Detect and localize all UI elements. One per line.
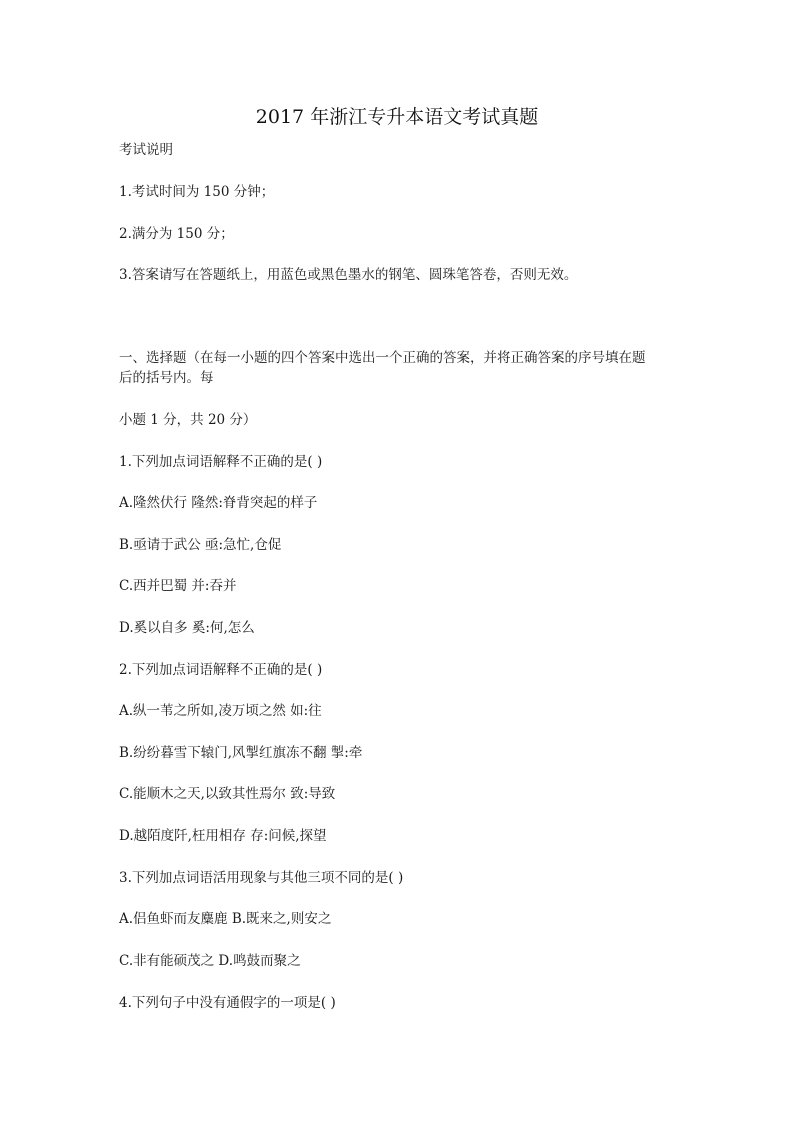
question-2-option-b: B.纷纷暮雪下辕门,风掣红旗冻不翻 掣:牵 bbox=[119, 745, 363, 761]
question-3-stem: 3.下列加点词语活用现象与其他三项不同的是( ) bbox=[119, 870, 404, 886]
question-1-stem: 1.下列加点词语解释不正确的是( ) bbox=[119, 454, 323, 470]
question-1-option-a: A.隆然伏行 隆然:脊背突起的样子 bbox=[119, 495, 318, 511]
instructions-heading: 考试说明 bbox=[119, 142, 173, 158]
question-2-option-c: C.能顺木之天,以致其性焉尔 致:导致 bbox=[119, 786, 336, 802]
instruction-item-time: 1.考试时间为 150 分钟； bbox=[119, 184, 275, 200]
section-heading-line-3: 小题 1 分，共 20 分） bbox=[119, 412, 257, 428]
question-3-options-ab: A.侣鱼虾而友麋鹿 B.既来之,则安之 bbox=[119, 911, 332, 927]
question-1-option-b: B.亟请于武公 亟:急忙,仓促 bbox=[119, 537, 282, 553]
question-2-option-a: A.纵一苇之所如,凌万顷之然 如:往 bbox=[119, 703, 322, 719]
question-2-stem: 2.下列加点词语解释不正确的是( ) bbox=[119, 662, 323, 678]
section-heading-line-2: 后的括号内。每 bbox=[119, 370, 214, 386]
instruction-item-answer: 3.答案请写在答题纸上，用蓝色或黑色墨水的钢笔、圆珠笔答卷，否则无效。 bbox=[119, 267, 578, 283]
section-heading-line-1: 一、选择题（在每一小题的四个答案中选出一个正确的答案，并将正确答案的序号填在题 bbox=[119, 350, 646, 366]
document-title: 2017 年浙江专升本语文考试真题 bbox=[255, 106, 539, 128]
question-3-options-cd: C.非有能硕茂之 D.鸣鼓而聚之 bbox=[119, 953, 301, 969]
question-4-stem: 4.下列句子中没有通假字的一项是( ) bbox=[119, 995, 336, 1011]
question-2-option-d: D.越陌度阡,枉用相存 存:问候,探望 bbox=[119, 828, 327, 844]
question-1-option-c: C.西并巴蜀 并:吞并 bbox=[119, 578, 237, 594]
question-1-option-d: D.奚以自多 奚:何,怎么 bbox=[119, 620, 255, 636]
instruction-item-score: 2.满分为 150 分； bbox=[119, 226, 234, 242]
